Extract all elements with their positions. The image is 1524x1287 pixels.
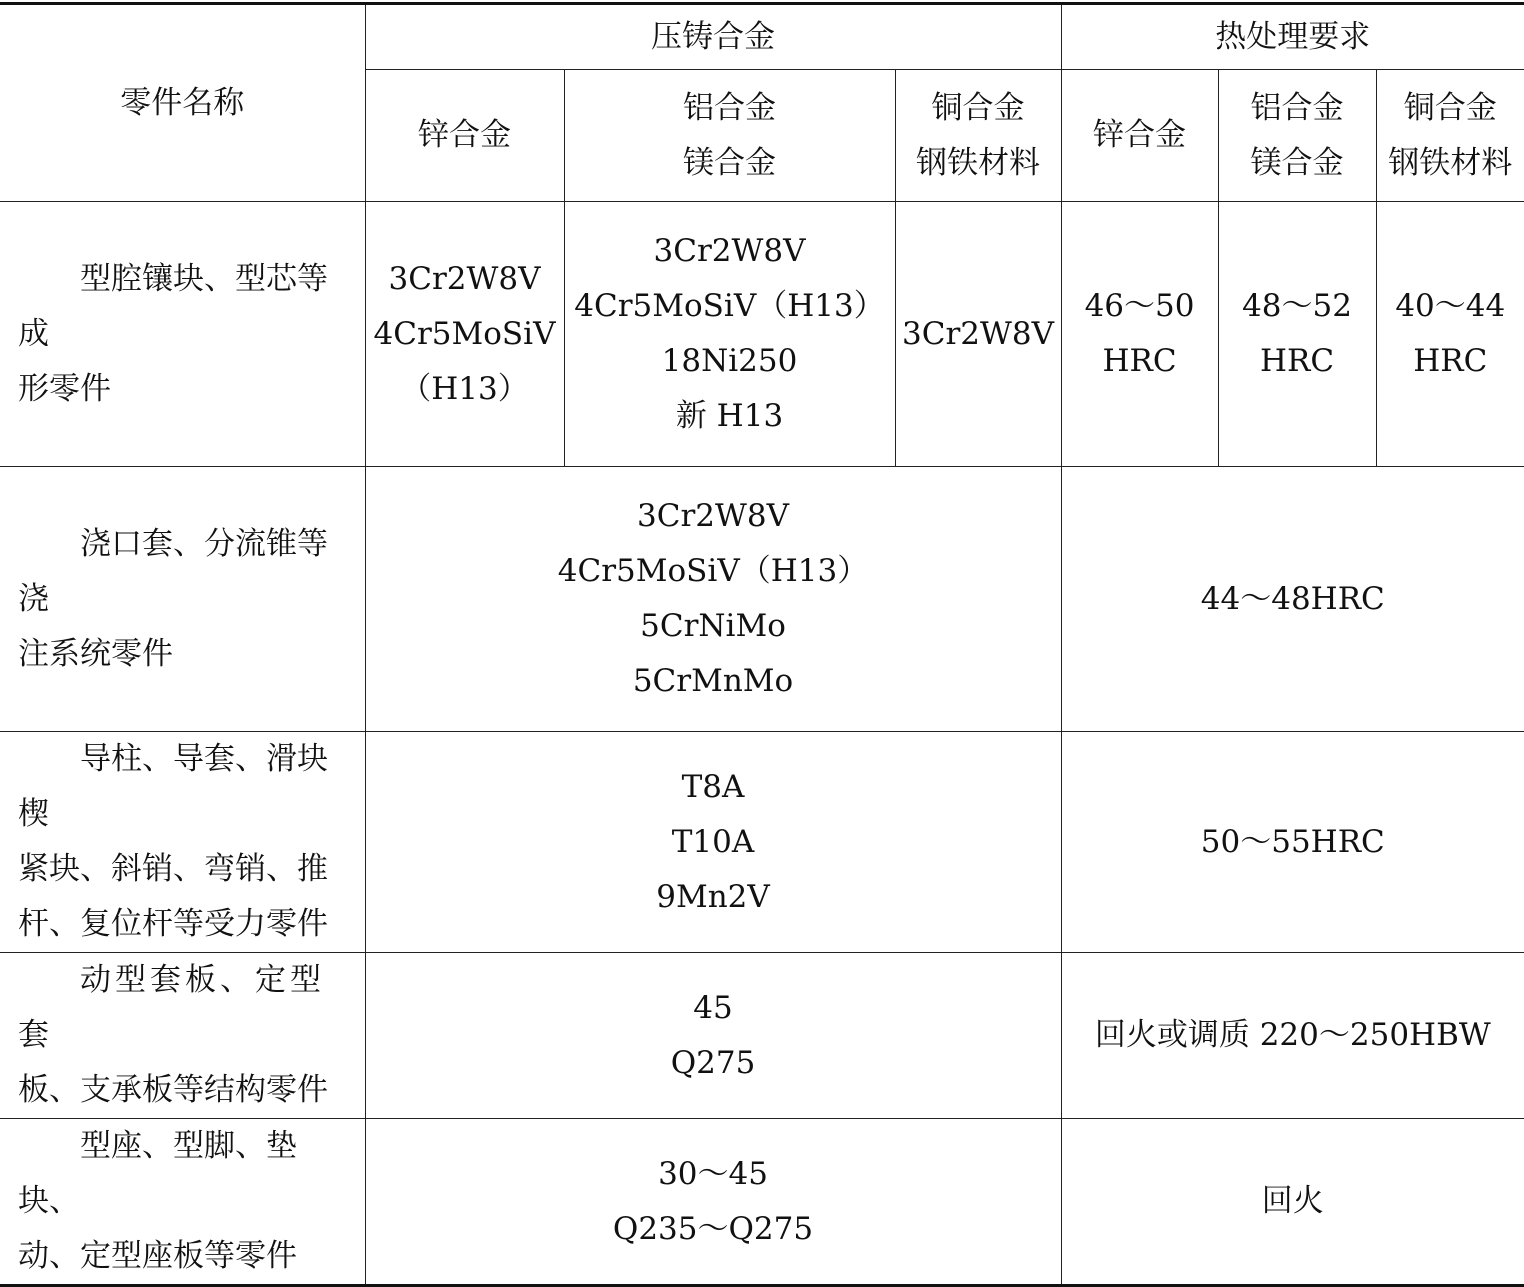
table-row [0,1119,1524,1286]
header-aluminum-magnesium: 铝合金 镁合金 [564,70,895,202]
table-row [0,467,1524,732]
heat-treatment-cell: 50～55HRC [1061,732,1524,953]
part-name-cell: 型座、型脚、垫块、 动、定型座板等零件 [0,1119,365,1286]
part-name-cell: 导柱、导套、滑块楔 紧块、斜销、弯销、推 杆、复位杆等受力零件 [0,732,365,953]
part-name-cell: 浇口套、分流锥等浇 注系统零件 [0,467,365,732]
heat-treatment-cell: 回火 [1061,1119,1524,1286]
header-die-casting-alloy: 压铸合金 [365,4,1061,70]
heat-treatment-cell: 回火或调质 220～250HBW [1061,953,1524,1119]
header-zinc-alloy: 锌合金 [365,70,564,202]
header-row-1 [0,4,1524,70]
material-table [0,2,1524,1287]
ht-al-mg-cell: 48～52 HRC [1218,202,1376,467]
table-row [0,953,1524,1119]
materials-cell: 30～45 Q235～Q275 [365,1119,1061,1286]
part-name-cell: 动型套板、定型套 板、支承板等结构零件 [0,953,365,1119]
header-ht-copper-steel: 铜合金 钢铁材料 [1376,70,1524,202]
header-ht-zinc-alloy: 锌合金 [1061,70,1218,202]
cu-steel-material-cell: 3Cr2W8V [895,202,1061,467]
table-row [0,202,1524,467]
al-mg-material-cell: 3Cr2W8V 4Cr5MoSiV（H13） 18Ni250 新 H13 [564,202,895,467]
header-copper-steel: 铜合金 钢铁材料 [895,70,1061,202]
materials-cell: 45 Q275 [365,953,1061,1119]
ht-zinc-cell: 46～50 HRC [1061,202,1218,467]
header-part-name: 零件名称 [0,4,365,202]
part-name-cell: 型腔镶块、型芯等成 形零件 [0,202,365,467]
table-row [0,732,1524,953]
materials-cell: 3Cr2W8V 4Cr5MoSiV（H13） 5CrNiMo 5CrMnMo [365,467,1061,732]
heat-treatment-cell: 44～48HRC [1061,467,1524,732]
materials-cell: T8A T10A 9Mn2V [365,732,1061,953]
header-ht-aluminum-magnesium: 铝合金 镁合金 [1218,70,1376,202]
header-heat-treatment: 热处理要求 [1061,4,1524,70]
ht-cu-steel-cell: 40～44 HRC [1376,202,1524,467]
zinc-material-cell: 3Cr2W8V 4Cr5MoSiV （H13） [365,202,564,467]
